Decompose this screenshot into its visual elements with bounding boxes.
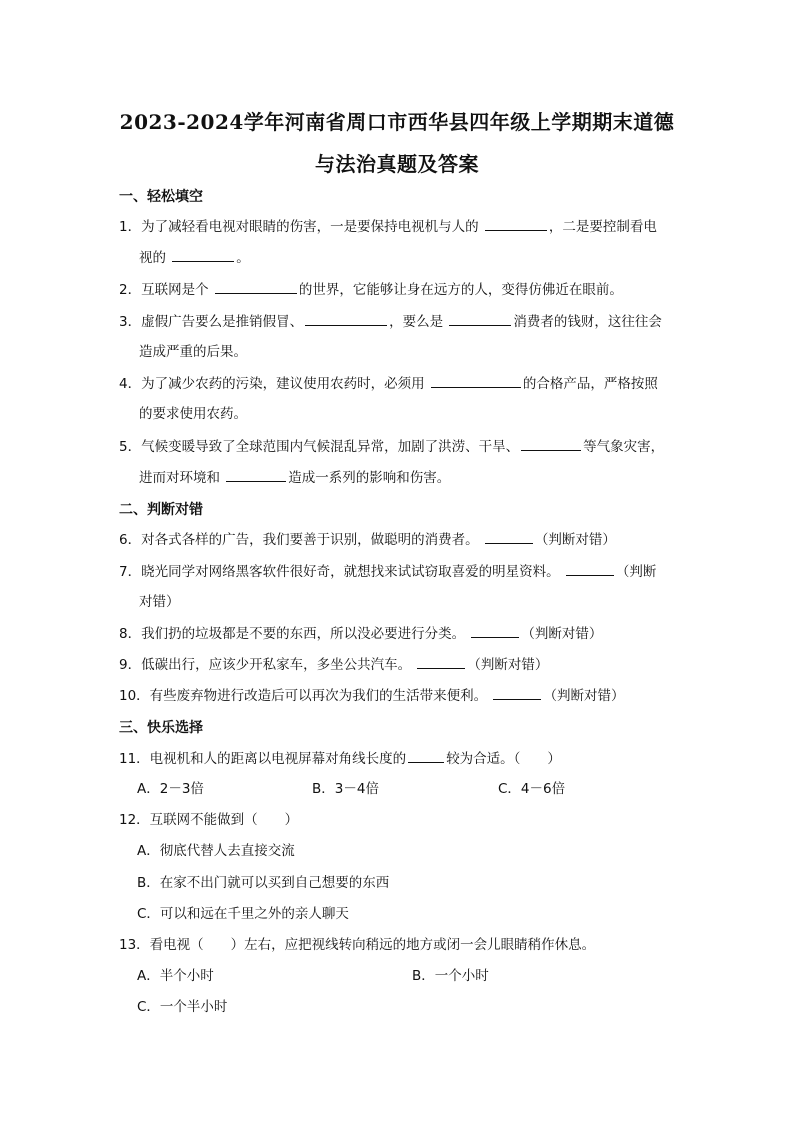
question-1-line-2 — [139, 248, 250, 267]
question-5-text-b: 等气象灾害， — [583, 439, 665, 455]
question-13-option-a: A．半个小时 — [137, 968, 214, 984]
question-1-line-1 — [119, 217, 657, 236]
answer-blank — [431, 374, 521, 388]
question-11-text-b: 较为合适。（ ） — [446, 751, 561, 767]
answer-blank — [172, 248, 234, 262]
question-4-line-1 — [119, 374, 658, 393]
answer-blank — [485, 530, 533, 544]
answer-blank — [471, 624, 519, 638]
question-2-text-b: 的世界，它能够让身在远方的人，变得仿佛近在眼前。 — [298, 282, 623, 298]
section-heading-fill-blank: 一、轻松填空 — [119, 189, 203, 205]
question-5-text-d: 造成一系列的影响和伤害。 — [288, 470, 451, 486]
answer-blank — [485, 217, 547, 231]
question-4-text-a: 4．为了减少农药的污染，建议使用农药时，必须用 — [119, 376, 425, 392]
question-1-text-c: 视的 — [139, 250, 166, 266]
question-1-text-d: 。 — [236, 250, 250, 266]
answer-blank — [493, 686, 541, 700]
question-10-text: 10．有些废弃物进行改造后可以再次为我们的生活带来便利。 — [119, 688, 488, 704]
question-4-text-b: 的合格产品，严格按照 — [522, 376, 658, 392]
document-title-line-1: 2023-2024学年河南省周口市西华县四年级上学期期末道德 — [119, 110, 675, 134]
document-title-line-2: 与法治真题及答案 — [315, 152, 479, 176]
question-3-text-b: ，要么是 — [389, 314, 444, 330]
answer-blank — [566, 562, 614, 576]
answer-blank — [521, 437, 581, 451]
question-6-suffix: （判断对错） — [534, 532, 616, 548]
question-3-text-a: 3．虚假广告要么是推销假冒、 — [119, 314, 304, 330]
question-12: 12．互联网不能做到（ ） — [119, 812, 299, 828]
question-9-text: 9．低碳出行，应该少开私家车，多坐公共汽车。 — [119, 657, 412, 673]
question-5-line-2 — [139, 468, 450, 487]
section-heading-multiple-choice: 三、快乐选择 — [119, 720, 203, 736]
answer-blank — [305, 312, 387, 326]
question-8-text: 8．我们扔的垃圾都是不要的东西，所以没必要进行分类。 — [119, 626, 466, 642]
question-6 — [119, 530, 616, 549]
question-12-option-b: B．在家不出门就可以买到自己想要的东西 — [137, 875, 390, 891]
question-11 — [119, 749, 561, 768]
question-7-suffix-a: （判断 — [615, 564, 657, 580]
question-3-text-c: 消费者的钱财，这往往会 — [513, 314, 662, 330]
answer-blank — [215, 280, 297, 294]
question-7-line-2: 对错） — [139, 594, 180, 610]
question-11-option-b: B．3－4倍 — [312, 781, 379, 797]
question-7-text: 7．晓光同学对网络黑客软件很好奇，就想找来试试窃取喜爱的明星资料。 — [119, 564, 560, 580]
question-1-text-a: 1．为了减轻看电视对眼睛的伤害，一是要保持电视机与人的 — [119, 219, 479, 235]
question-11-option-c: C．4－6倍 — [498, 781, 566, 797]
question-9-suffix: （判断对错） — [467, 657, 549, 673]
question-13-option-b: B．一个小时 — [412, 968, 489, 984]
question-11-text-a: 11．电视机和人的距离以电视屏幕对角线长度的 — [119, 751, 407, 767]
section-heading-true-false: 二、判断对错 — [119, 502, 203, 518]
question-3-line-1 — [119, 312, 662, 331]
question-1-text-b: ，二是要控制看电 — [548, 219, 657, 235]
question-13-option-c: C．一个半小时 — [137, 999, 228, 1015]
question-5-text-c: 进而对环境和 — [139, 470, 220, 486]
question-11-option-a: A．2－3倍 — [137, 781, 204, 797]
question-7-line-1 — [119, 562, 656, 581]
answer-blank — [408, 749, 444, 763]
question-8-suffix: （判断对错） — [521, 626, 603, 642]
question-9 — [119, 655, 548, 674]
question-12-option-c: C．可以和远在千里之外的亲人聊天 — [137, 906, 349, 922]
answer-blank — [226, 468, 286, 482]
question-5-text-a: 5．气候变暖导致了全球范围内气候混乱异常，加剧了洪涝、干旱、 — [119, 439, 520, 455]
question-10-suffix: （判断对错） — [543, 688, 625, 704]
question-13: 13．看电视（ ）左右，应把视线转向稍远的地方或闭一会儿眼睛稍作休息。 — [119, 937, 596, 953]
answer-blank — [417, 655, 465, 669]
question-4-line-2: 的要求使用农药。 — [139, 406, 247, 422]
question-8 — [119, 624, 602, 643]
question-6-text: 6．对各式各样的广告，我们要善于识别，做聪明的消费者。 — [119, 532, 479, 548]
question-2 — [119, 280, 623, 299]
question-12-option-a: A．彻底代替人去直接交流 — [137, 843, 295, 859]
answer-blank — [449, 312, 511, 326]
question-3-line-2: 造成严重的后果。 — [139, 344, 247, 360]
question-10 — [119, 686, 624, 705]
question-5-line-1 — [119, 437, 664, 456]
question-2-text-a: 2．互联网是个 — [119, 282, 209, 298]
